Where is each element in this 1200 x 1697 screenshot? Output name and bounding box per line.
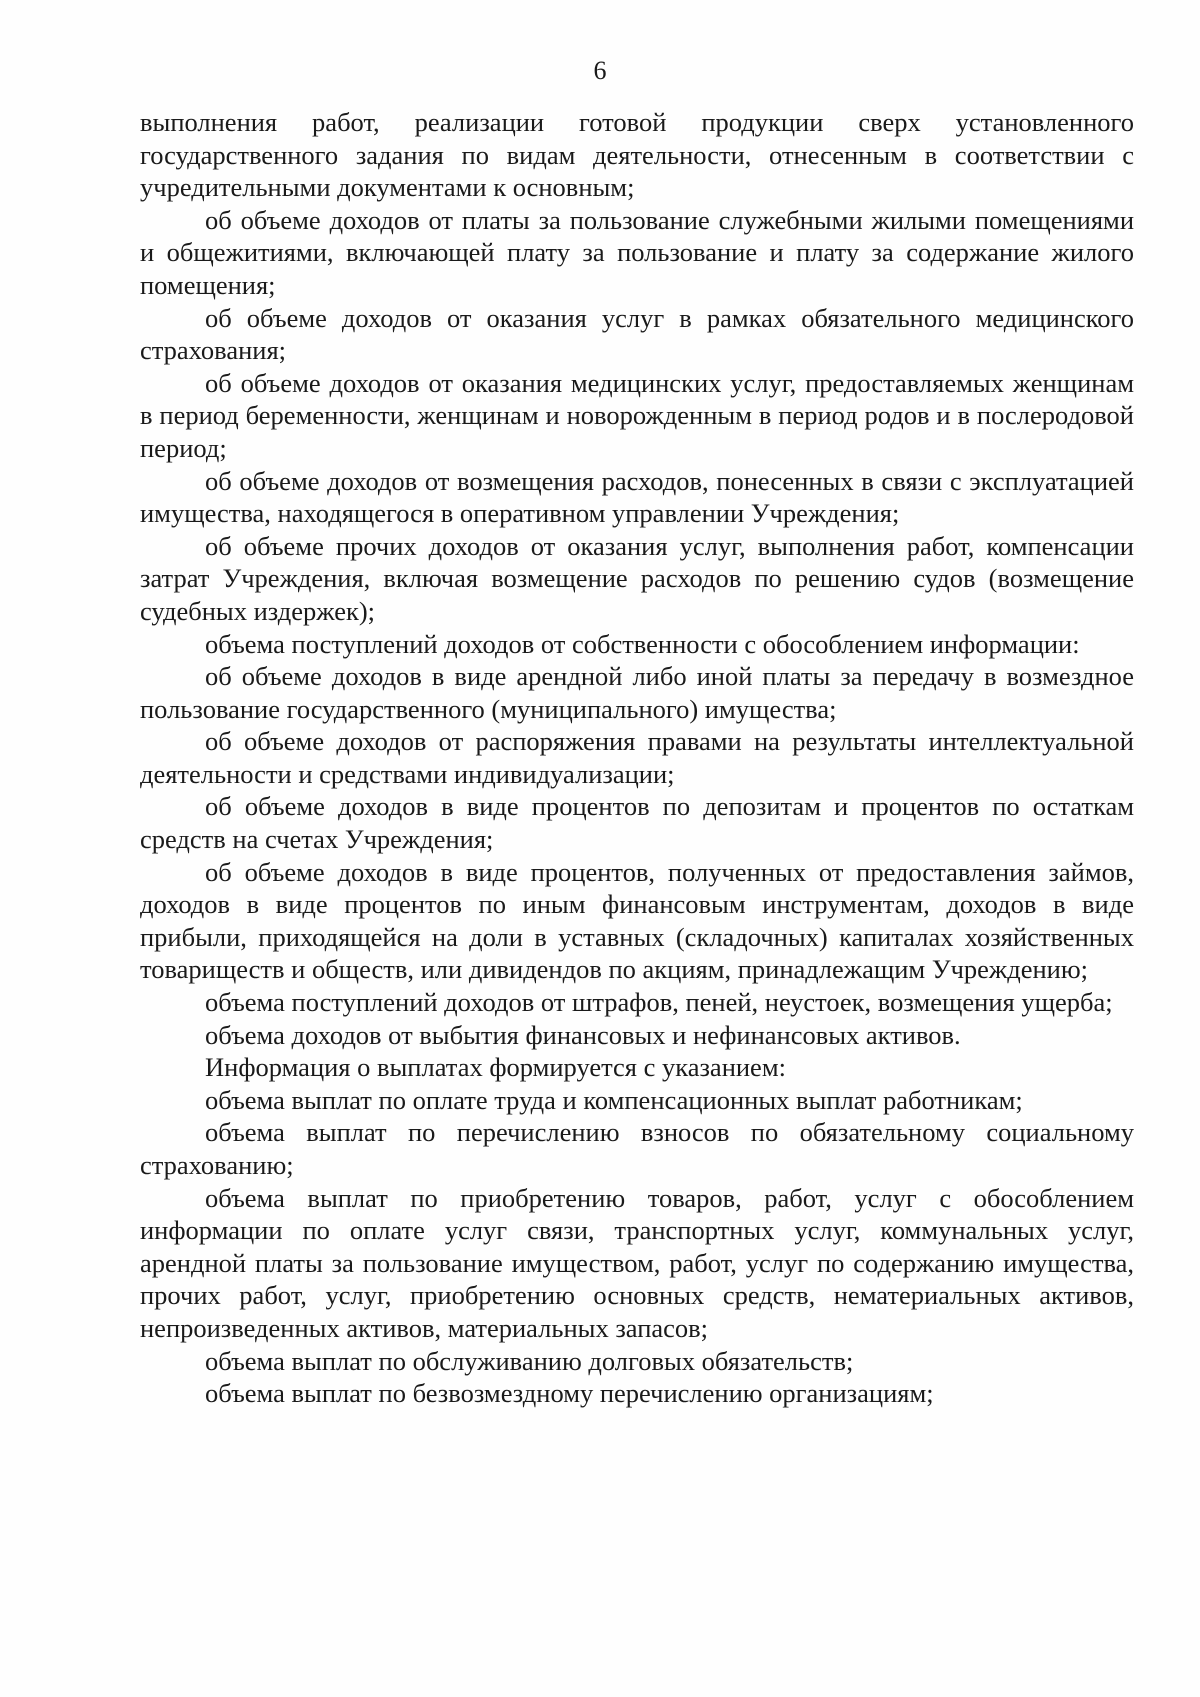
paragraph: объема поступлений доходов от собственности с обособлением информации:: [205, 628, 1080, 659]
paragraph: об объеме доходов от оказания медицинских услуг, предоставляемых женщинам в период беременности, женщинам и новорожденным в период родов и в послеродовой период;: [140, 367, 1134, 463]
paragraph: Информация о выплатах формируется с указанием:: [205, 1052, 786, 1083]
paragraph: объема доходов от выбытия финансовых и нефинансовых активов.: [205, 1019, 961, 1050]
paragraph: об объеме доходов в виде процентов, полученных от предоставления займов, доходов в виде процентов по иным финансовым инструментам, доходов в виде прибыли, приходящейся на доли в уставных (складочных) капиталах хозяйственных товариществ и обществ, или дивидендов по акциям, принадлежащим Учреждению;: [140, 856, 1134, 985]
paragraph: объема выплат по приобретению товаров, работ, услуг с обособлением информации по оплате услуг связи, транспортных услуг, коммунальных услуг, арендной платы за пользование имуществом, работ, услуг по содержанию имущества, прочих работ, услуг, приобретению основных средств, нематериальных активов, непроизведенных активов, материальных запасов;: [140, 1182, 1134, 1343]
paragraph: об объеме доходов в виде арендной либо иной платы за передачу в возмездное пользование государственного (муниципального) имущества;: [140, 661, 1134, 724]
paragraph: объема выплат по безвозмездному перечислению организациям;: [205, 1378, 934, 1409]
paragraph: объема поступлений доходов от штрафов, пеней, неустоек, возмещения ущерба;: [205, 987, 1113, 1018]
paragraph: об объеме доходов от распоряжения правами на результаты интеллектуальной деятельности и средствами индивидуализации;: [140, 726, 1134, 789]
document-body: [140, 106, 1134, 1410]
paragraph: объема выплат по обслуживанию долговых обязательств;: [205, 1345, 854, 1376]
paragraph: об объеме доходов в виде процентов по депозитам и процентов по остаткам средств на счетах Учреждения;: [140, 791, 1134, 855]
page-number: 6: [593, 56, 607, 85]
paragraph: об объеме прочих доходов от оказания услуг, выполнения работ, компенсации затрат Учреждения, включая возмещение расходов по решению судов (возмещение судебных издержек);: [140, 530, 1134, 626]
paragraph: объема выплат по оплате труда и компенсационных выплат работникам;: [205, 1084, 1023, 1115]
paragraph: объема выплат по перечислению взносов по обязательному социальному страхованию;: [140, 1117, 1134, 1180]
paragraph: об объеме доходов от возмещения расходов, понесенных в связи с эксплуатацией имущества, находящегося в оперативном управлении Учреждения;: [140, 465, 1134, 529]
paragraph: об объеме доходов от платы за пользование служебными жилыми помещениями и общежитиями, включающей плату за пользование и плату за содержание жилого помещения;: [140, 204, 1134, 300]
paragraph: об объеме доходов от оказания услуг в рамках обязательного медицинского страхования;: [140, 302, 1134, 366]
paragraph: выполнения работ, реализации готовой продукции сверх установленного государственного задания по видам деятельности, отнесенным в соответствии с учредительными документами к основным;: [140, 107, 1134, 203]
